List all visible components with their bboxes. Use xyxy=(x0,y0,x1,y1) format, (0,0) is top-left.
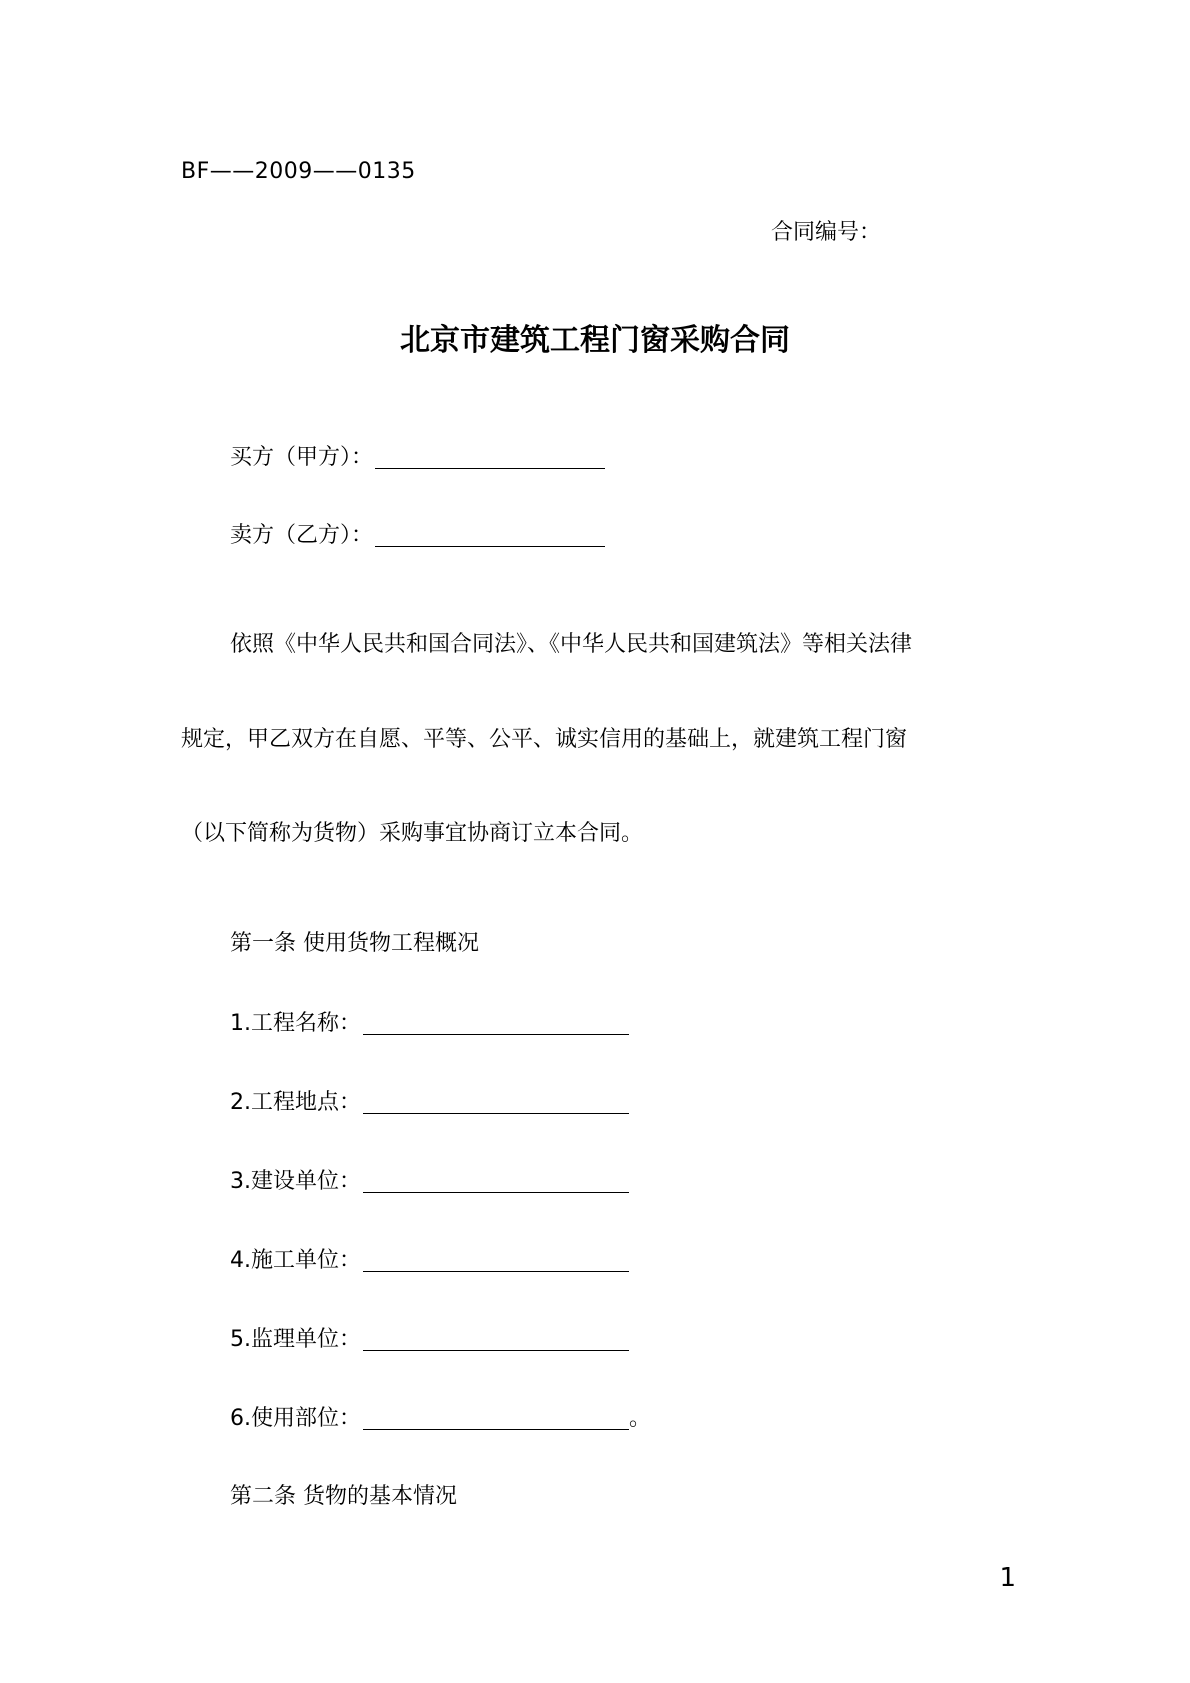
contractor-blank[interactable] xyxy=(363,1249,629,1272)
item-label: 1.工程名称： xyxy=(230,1011,361,1036)
contract-number-label: 合同编号： xyxy=(771,220,882,245)
seller-label: 卖方（乙方）： xyxy=(230,523,374,548)
item-label: 3.建设单位： xyxy=(230,1169,361,1194)
article-1-heading: 第一条 使用货物工程概况 xyxy=(230,931,479,956)
preamble-line-1: 依照《中华人民共和国合同法》、《中华人民共和国建筑法》等相关法律 xyxy=(230,632,913,657)
item-label: 6.使用部位： xyxy=(230,1406,361,1431)
buyer-line xyxy=(230,446,605,469)
supervisor-blank[interactable] xyxy=(363,1328,629,1351)
page-number: 1 xyxy=(999,1563,1016,1593)
item-usage-location xyxy=(230,1407,651,1430)
document-code: BF——2009——0135 xyxy=(181,159,416,184)
item-label: 2.工程地点： xyxy=(230,1090,361,1115)
preamble-line-2: 规定，甲乙双方在自愿、平等、公平、诚实信用的基础上，就建筑工程门窗 xyxy=(181,727,908,752)
item-supervisor xyxy=(230,1328,629,1351)
buyer-label: 买方（甲方）： xyxy=(230,445,374,470)
item-project-name xyxy=(230,1012,629,1035)
buyer-blank[interactable] xyxy=(375,446,605,469)
item-contractor xyxy=(230,1249,629,1272)
item-construction-owner xyxy=(230,1170,629,1193)
seller-blank[interactable] xyxy=(375,524,605,547)
item-label: 5.监理单位： xyxy=(230,1327,361,1352)
project-location-blank[interactable] xyxy=(363,1091,629,1114)
article-2-heading: 第二条 货物的基本情况 xyxy=(230,1484,457,1509)
preamble-line-3: （以下简称为货物）采购事宜协商订立本合同。 xyxy=(181,821,644,846)
item-label: 4.施工单位： xyxy=(230,1248,361,1273)
document-title: 北京市建筑工程门窗采购合同 xyxy=(400,323,790,358)
item-suffix: 。 xyxy=(629,1406,652,1431)
usage-location-blank[interactable] xyxy=(363,1407,629,1430)
construction-owner-blank[interactable] xyxy=(363,1170,629,1193)
seller-line xyxy=(230,524,605,547)
item-project-location xyxy=(230,1091,629,1114)
project-name-blank[interactable] xyxy=(363,1012,629,1035)
